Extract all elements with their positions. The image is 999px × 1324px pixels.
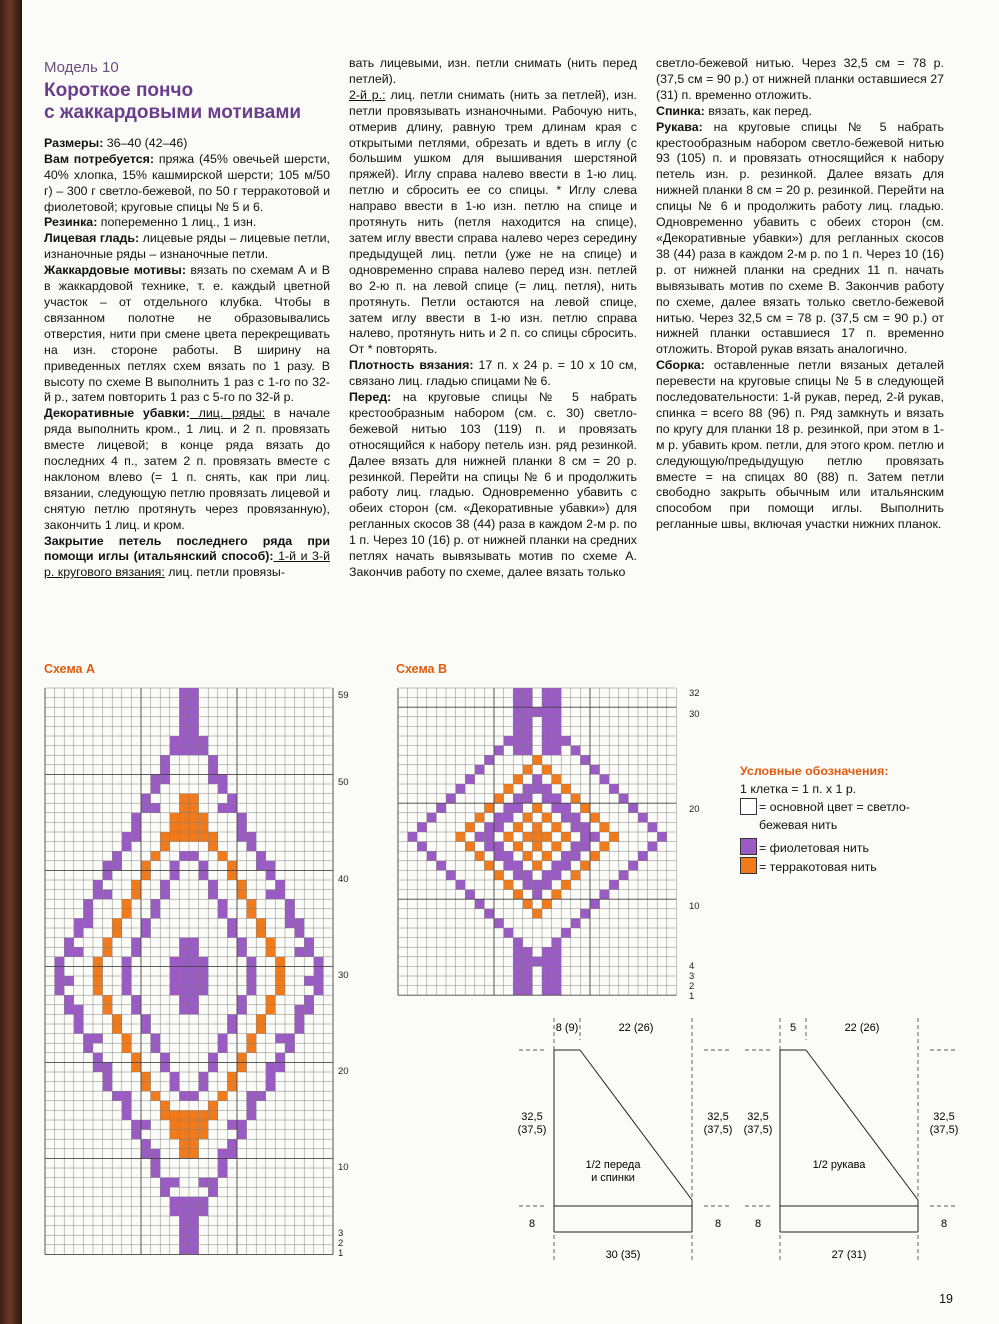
row-number: 20 [338,1066,349,1077]
pattern-dimension-label: 8 [754,1218,762,1230]
legend-title: Условные обозначения: [740,764,889,778]
paragraph [44,231,330,263]
body-text: светло-бежевой нитью. Через 32,5 см = 78 р. (37,5 см = 90 р.) от нижней планки оставшиеся 27 (31) п. временно отложить. [656,56,944,102]
instructions-column-3 [656,56,944,533]
section-heading: Жаккардовые мотивы: [44,263,186,278]
pattern-dimension-label: 32,5 [747,1111,769,1123]
body-text: оставленные петли вязаных деталей перевести на круговые спицы № 5 в следующей последовательности: 1-й рукав, перед, 2-й рукав, спинка = всего 88 (96) п. Ряд замкнуть и вязать по кругу для планки 18 р. резинкой, при этом в 1-м р. убавить кром. петли, для этого кром. петлю и следующую/предыдущую петлю провязать вместе = на спицах 80 (88) п. Затем петли свободно закрыть обычным или итальянским способом при помощи иглы. Выполнить регланные швы, включая участки нижних планок. [656,358,944,532]
pattern-dimension-label: 32,5 [933,1111,955,1123]
pattern-dimension-label: (37,5) [517,1124,547,1136]
legend-violet: = фиолетовая нить [740,838,930,857]
section-heading: Плотность вязания: [349,358,474,373]
pattern-dimension-label: 8 [714,1218,722,1230]
row-number: 1 [338,1248,344,1259]
paragraph [349,358,637,390]
row-number: 10 [338,1162,349,1173]
row-number: 2 [338,1238,344,1249]
body-text: вать лицевыми, изн. петли снимать (нить перед петлей). [349,56,637,86]
paragraph [44,152,330,216]
paragraph [44,534,330,582]
row-number: 4 [689,961,695,972]
pattern-dimension-label: 22 (26) [618,1022,654,1034]
scheme-b-grid [398,688,680,1000]
paragraph [656,104,944,120]
scheme-a-chart [45,688,335,1254]
page-number: 19 [939,1292,953,1306]
section-heading: Резинка: [44,215,98,230]
section-heading: Вам потребуется: [44,151,155,166]
row-number: 3 [689,971,695,982]
section-heading: Размеры: [44,135,104,150]
body-text: 17 п. х 24 р. = 10 х 10 см, связано лиц. гладью спицами № 6. [349,358,637,389]
legend-terra: = терракотовая нить [740,857,930,876]
instructions-column-1 [44,136,330,581]
pattern-dimension-label: 8 [528,1218,536,1230]
body-text: пряжа (45% овечьей шерсти, 40% хлопка, 15% кашмирской шерсти; 105 м/50 г) – 300 г светло-бежевой, по 50 г терракотовой и фиолетовой; круговые спицы № 5 и 6. [44,151,330,214]
text-column-2 [349,56,637,581]
body-text: в начале ряда выполнить кром., 1 лиц. и 2 п. провязать вместе лицевой; в конце ряда вязать до последних 4 п., затем 2 п. провязать вместе с наклоном влево (= 1 п. снять, как при лиц. вязании, следующую петлю провязать лицевой и снятую петлю протянуть через провязанную), закончить 1 лиц. и кром. [44,406,330,532]
pattern-dimension-label: 8 [940,1218,948,1230]
row-number: 30 [338,970,349,981]
section-heading: Сборка: [656,358,705,373]
body-text: лиц. петли провязы- [164,565,285,580]
paragraph [656,56,944,104]
text-column-1 [44,56,330,581]
underlined-text: 1-й и 3-й р. кругового вязания: [44,549,330,580]
body-text: попеременно 1 лиц., 1 изн. [97,215,257,230]
paragraph [44,136,330,152]
row-number: 1 [689,991,695,1002]
scheme-b-label: Схема В [396,662,447,676]
model-number: Модель 10 [44,59,119,76]
body-text: лиц. петли снимать (нить за петлей), изн. петли провязывать изнаночными. Рабочую нить, отмерив длину, равную трем длинам края с открытыми петлями, обрезать и вдеть в иглу (с большим ушком для вышивания шерстяной пряжей). Иглу справа налево ввести в 1-ю лиц. петлю и сбросить ее со спицы. * Иглу слева направо ввести в 1-ю изн. петлю на спице и протянуть нить (петля находится на спице), затем иглу ввести справа налево через середину предыдущей лиц. петли (уже не на спице) и одновременно справа налево перед изн. петлей во 2-ю п. на левой спице (= лиц. петля), нить протянуть. Петли остаются на левой спице, затем иглу ввести в 1-ю изн. петлю справа налево, протянуть нить и 2 п. со спицы сбросить. От * повторять. [349,87,637,357]
paragraph [349,88,637,358]
paragraph [44,406,330,533]
pattern-front-back [518,1018,733,1261]
violet-swatch-icon [740,838,757,855]
pattern-dimension-label: 27 (31) [831,1249,867,1261]
scheme-b-chart [398,688,680,1000]
pattern-dimension-label: 32,5 [521,1111,543,1123]
row-number: 50 [338,777,349,788]
body-text: 36–40 (42–46) [103,135,188,150]
row-number: 40 [338,874,349,885]
scheme-a-label: Схема А [44,662,95,676]
paragraph [349,56,637,88]
section-heading: Рукава: [656,119,703,134]
row-number: 10 [689,901,700,912]
text-column-3 [656,56,944,533]
underlined-text: лиц. ряды: [189,406,266,421]
pattern-dimension-label: и спинки [591,1172,635,1184]
page-title: Короткое пончо с жаккардовыми мотивами [44,79,302,123]
pattern-schematics [514,1010,959,1280]
row-number: 32 [689,688,700,699]
body-text: вязать, как перед. [704,103,812,118]
legend-base: = основной цвет = светло-бежевая нить [740,798,930,834]
underlined-text: 2-й р.: [349,87,386,102]
section-heading: Перед: [349,390,392,405]
pattern-dimension-label: (37,5) [743,1124,773,1136]
body-text: лицевые ряды – лицевые петли, изнаночные ряды – изнаночные петли. [44,231,330,262]
book-spine-edge [0,0,22,1324]
pattern-dimension-label: (37,5) [703,1124,733,1136]
section-heading: Декоративные убавки: [44,406,190,421]
pattern-dimension-label: 1/2 рукава [812,1159,866,1171]
section-heading: Спинка: [656,103,705,118]
row-number: 2 [689,981,695,992]
body-text: на круговые спицы № 5 набрать крестообразным набором светло-бежевой нитью 93 (105) п. и провязать относящийся к набору петель изн. р. резинкой. Далее вязать для нижней планки 8 см = 20 р. резинкой. Перейти на спицы № 6 и продолжить работу лиц. гладью. Одновременно убавить с обеих сторон (см. «Декоративные убавки») для регланных скосов 38 (44) раза в каждом 2-м р. по 1 п. Через 10 (16) р. от нижней планки на средних 11 п. начать вывязывать мотив по схеме В. Закончив работу по схеме, далее вязать только светло-бежевой нитью. Через 32,5 см = 78 р. (37,5 см = 90 р.) от нижней планки оставшиеся 17 п. временно отложить. Второй рукав вязать аналогично. [656,119,944,357]
paragraph [44,215,330,231]
terra-swatch-icon [740,857,757,874]
paragraph [656,120,944,359]
paragraph [349,390,637,581]
body-text: вязать по схемам А и В в жаккардовой технике, т. е. каждый цветной участок – от отдельного клубка. Чтобы в связанном полотне не образовывались отверстия, нити при смене цвета перекрещивать на изн. стороне работы. В ширину на приведенных петлях схем вязать по 1 разу. В высоту по схеме В выполнить 1 раз с 1-го по 32-й р., затем повторить 1 раз с 5-го по 32-й р. [44,263,330,405]
pattern-sleeve [744,1018,959,1261]
paragraph [44,263,330,406]
base-swatch-icon [740,798,757,815]
row-number: 20 [689,804,700,815]
legend [740,762,930,876]
instructions-column-2 [349,56,637,581]
pattern-dimension-label: 32,5 [707,1111,729,1123]
paragraph [656,358,944,533]
row-number: 3 [338,1228,344,1239]
legend-cell: 1 клетка = 1 п. х 1 р. [740,782,857,796]
pattern-dimension-label: 1/2 переда [585,1159,641,1171]
pattern-dimension-label: 30 (35) [605,1249,641,1261]
pattern-dimension-label: 5 [789,1022,797,1034]
section-heading: Закрытие петель последнего ряда при помощи иглы (итальянский способ): [44,533,330,564]
pattern-dimension-label: 8 (9) [555,1022,579,1034]
body-text: на круговые спицы № 5 набрать крестообразным набором (см. с. 30) светло-бежевой нитью 103 (119) п. и провязать относящийся к набору петель изн. ряд резинкой. Далее вязать для нижней планки 8 см = 20 р. резинкой. Перейти на спицы № 6 и продолжить работу лиц. гладью. Одновременно убавить с обеих сторон (см. «Декоративные убавки») для регланных скосов 38 (44) раза в каждом 2-м р. по 1 п. Через 10 (16) р. от нижней планки на средних петлях начать вывязывать мотив по схеме А. Закончив работу по схеме, далее вязать только [349,390,637,579]
pattern-dimension-label: (37,5) [929,1124,959,1136]
row-number: 30 [689,709,700,720]
pattern-dimension-label: 22 (26) [844,1022,880,1034]
section-heading: Лицевая гладь: [44,231,140,246]
scheme-a-grid [45,688,335,1254]
row-number: 59 [338,690,349,701]
